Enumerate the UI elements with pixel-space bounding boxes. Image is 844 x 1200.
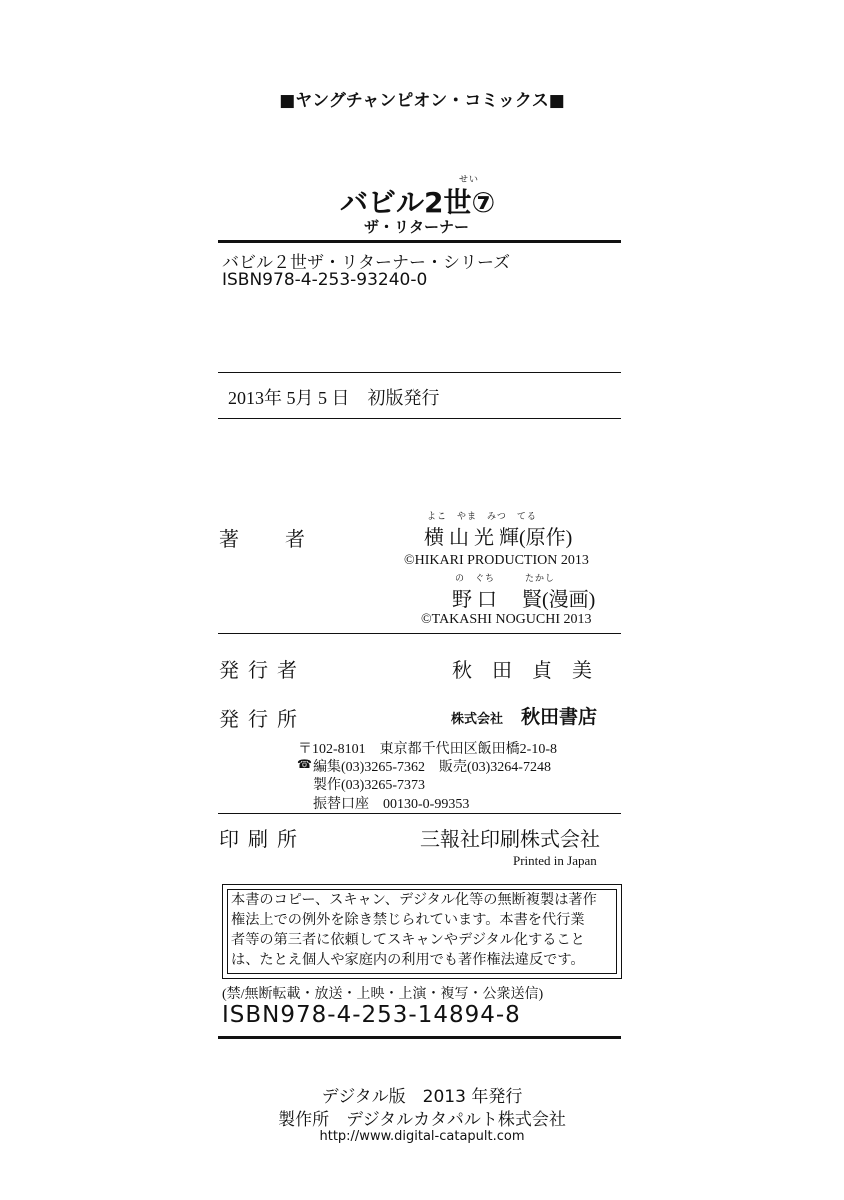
- printer-name: 三報社印刷株式会社: [420, 829, 600, 851]
- divider-author: [218, 633, 621, 634]
- phone-production: 製作(03)3265-7373: [313, 778, 425, 793]
- postal-address: 〒102-8101 東京都千代田区飯田橋2-10-8: [298, 742, 557, 757]
- publisher-company-name: 秋田書店: [521, 706, 598, 728]
- divider-bottom: [218, 1036, 621, 1039]
- digital-url[interactable]: http://www.digital-catapult.com: [319, 1129, 525, 1144]
- isbn: ISBN978-4-253-14894-8: [222, 1002, 521, 1028]
- original-author-ruby: よこ やま みつ てる: [427, 512, 537, 522]
- publisher-person-name: 秋 田 貞 美: [452, 660, 592, 682]
- divider-address: [218, 813, 621, 814]
- notice-line-3: 者等の第三者に依頼してスキャンやデジタル化すること: [231, 932, 585, 948]
- copyright-notice-box: [222, 884, 622, 979]
- publisher-person-label: 発 行 者: [219, 660, 299, 682]
- book-title: バビル2世⑦: [340, 186, 496, 219]
- series-label: ■ヤングチャンピオン・コミックス■: [279, 91, 565, 111]
- author-label: 著 者: [219, 529, 307, 551]
- notice-line-2: 権法上での例外を除き禁じられています。本書を代行業: [231, 912, 585, 928]
- notice-line-1: 本書のコピー、スキャン、デジタル化等の無断複製は著作: [231, 892, 597, 908]
- phone-editorial-sales: 編集(03)3265-7362 販売(03)3264-7248: [313, 760, 551, 775]
- printed-in-japan: Printed in Japan: [513, 853, 597, 868]
- transfer-account: 振替口座 00130-0-99353: [313, 797, 470, 812]
- digital-edition: デジタル版 2013 年発行: [321, 1087, 523, 1107]
- original-author-name: 横 山 光 輝(原作): [424, 527, 573, 549]
- publisher-company-prefix: 株式会社: [451, 712, 504, 727]
- original-copyright: ©HIKARI PRODUCTION 2013: [404, 553, 589, 568]
- notice-line-4: は、たとえ個人や家庭内の利用でも著作権法違反です。: [231, 952, 585, 968]
- series-name: バビル２世ザ・リターナー・シリーズ: [222, 253, 511, 273]
- divider-top: [218, 372, 621, 373]
- phone-icon: ☎: [297, 757, 312, 771]
- book-subtitle: ザ・リターナー: [364, 218, 470, 236]
- divider-date: [218, 418, 621, 419]
- manga-author-ruby: の ぐち たかし: [455, 574, 556, 584]
- prohibited-uses: (禁/無断転載・放送・上映・上演・複写・公衆送信): [222, 987, 544, 1002]
- manga-copyright: ©TAKASHI NOGUCHI 2013: [421, 612, 592, 627]
- publication-date: 2013年 5月 5 日 初版発行: [228, 388, 440, 408]
- title-ruby: せい: [459, 175, 480, 185]
- printer-label: 印 刷 所: [219, 829, 299, 851]
- title-divider: [218, 240, 621, 243]
- series-isbn: ISBN978-4-253-93240-0: [222, 270, 428, 290]
- manga-author-name: 野 口 賢(漫画): [452, 589, 596, 611]
- publisher-company-label: 発 行 所: [219, 709, 299, 731]
- digital-producer: 製作所 デジタルカタパルト株式会社: [278, 1110, 566, 1130]
